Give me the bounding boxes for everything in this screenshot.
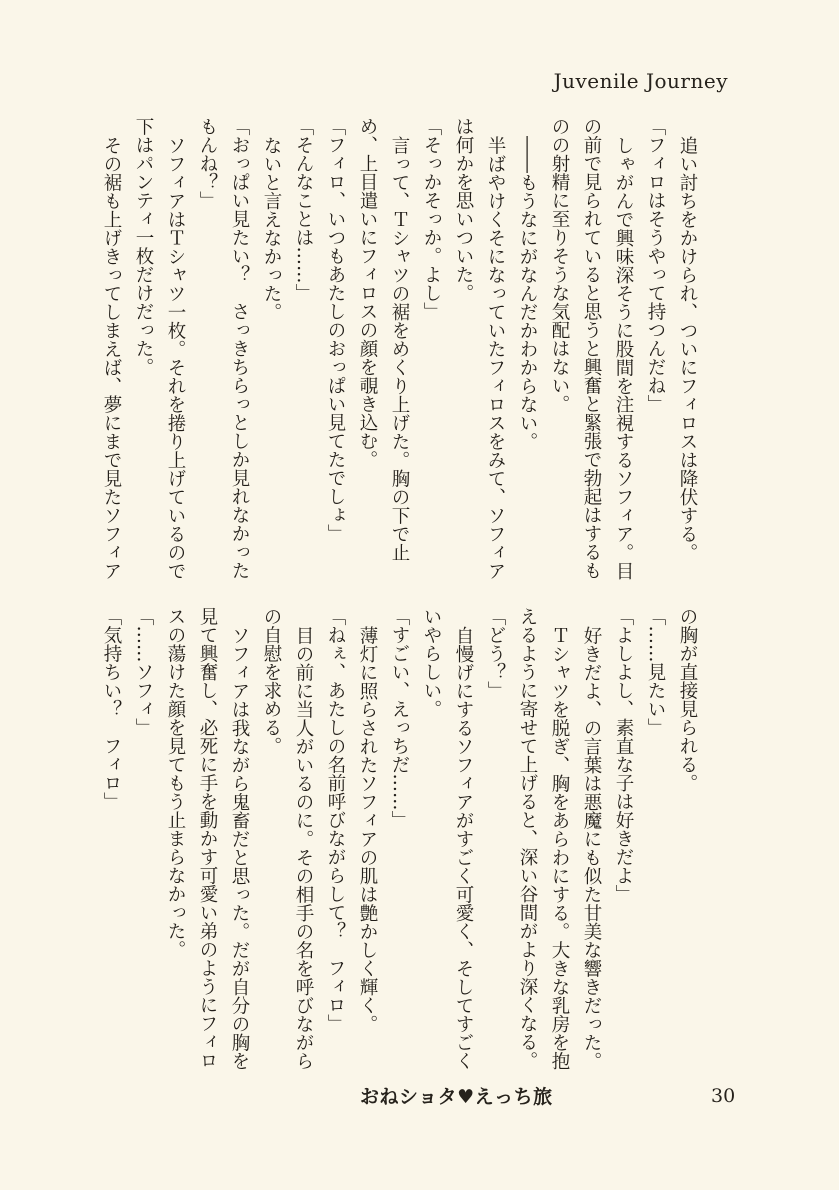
paragraph: 半ばやけくそになっていたフィロスをみて、ソフィアは何かを思いついた。: [453, 117, 506, 580]
paragraph: 「……見たい」: [645, 607, 666, 737]
paragraph: 「すごい、えっちだ……」: [389, 607, 410, 829]
paragraph: 目の前に当人がいるのに。その相手の名を呼びながらの自慰を求める。: [261, 607, 314, 1070]
paragraph: 「そっかそっか。よし」: [421, 117, 442, 321]
text-block-lower: [93, 607, 703, 1071]
paragraph: 薄灯に照らされたソフィアの肌は艶かしく輝く。: [357, 625, 378, 1033]
paragraph: 言って、Ｔシャツの裾をめくり上げた。胸の下で止め、上目遣いにフィロスの顔を覗き込む。: [357, 117, 410, 561]
footer-series-title: おねショタ♥えっち旅: [360, 1086, 553, 1108]
paragraph: 好きだよ、の言葉は悪魔にも似た甘美な響きだった。: [581, 625, 602, 1070]
paragraph: 「どう？」: [485, 607, 506, 700]
paragraph: 「フィロはそうやって持つんだね」: [645, 117, 666, 413]
paragraph: 「そんなことは……」: [293, 117, 314, 302]
paragraph: ――もうなにがなんだかわからない。: [517, 135, 538, 450]
paragraph: 「おっぱい見たい？ さっきちらっとしか見れなかったもんね？」: [197, 117, 250, 580]
paragraph: の胸が直接見られる。: [677, 607, 698, 792]
paragraph: 「よしよし、素直な子は好きだよ」: [613, 607, 634, 903]
paragraph: 「フィロ、いつもあたしのおっぱい見てたでしょ」: [325, 117, 346, 543]
paragraph: その裾も上げきってしまえば、夢にまで見たソフィア: [101, 135, 122, 580]
paragraph: 自慢げにするソフィアがすごく可愛く、そしてすごくいやらしい。: [421, 607, 474, 1070]
paragraph: ないと言えなかった。: [261, 135, 282, 321]
paragraph: しゃがんで興味深そうに股間を注視するソフィア。目の前で見られていると思うと興奮と緊張で勃起はするものの射精に至りそうな気配はない。: [549, 117, 634, 580]
paragraph: 「気持ちい？ フィロ」: [101, 607, 122, 811]
paragraph: ソフィアは我ながら鬼畜だと思った。だが自分の胸を見て興奮し、必死に手を動かす可愛い弟のようにフィロスの蕩けた顔を見てもう止まらなかった。: [165, 607, 250, 1070]
paragraph: 「……ソフィ」: [133, 607, 154, 737]
text-block-upper: [93, 117, 703, 581]
paragraph: 「ねぇ、あたしの名前呼びながらして？ フィロ」: [325, 607, 346, 1033]
page-header-title: Juvenile Journey: [553, 69, 728, 93]
page-number: 30: [711, 1085, 736, 1107]
paragraph: ソフィアはＴシャツ一枚。それを捲り上げているので下はパンティ一枚だけだった。: [133, 117, 186, 580]
paragraph: Ｔシャツを脱ぎ、胸をあらわにする。大きな乳房を抱えるように寄せて上げると、深い谷間がより深くなる。: [517, 607, 570, 1070]
paragraph: 追い討ちをかけられ、ついにフィロスは降伏する。: [677, 135, 698, 561]
